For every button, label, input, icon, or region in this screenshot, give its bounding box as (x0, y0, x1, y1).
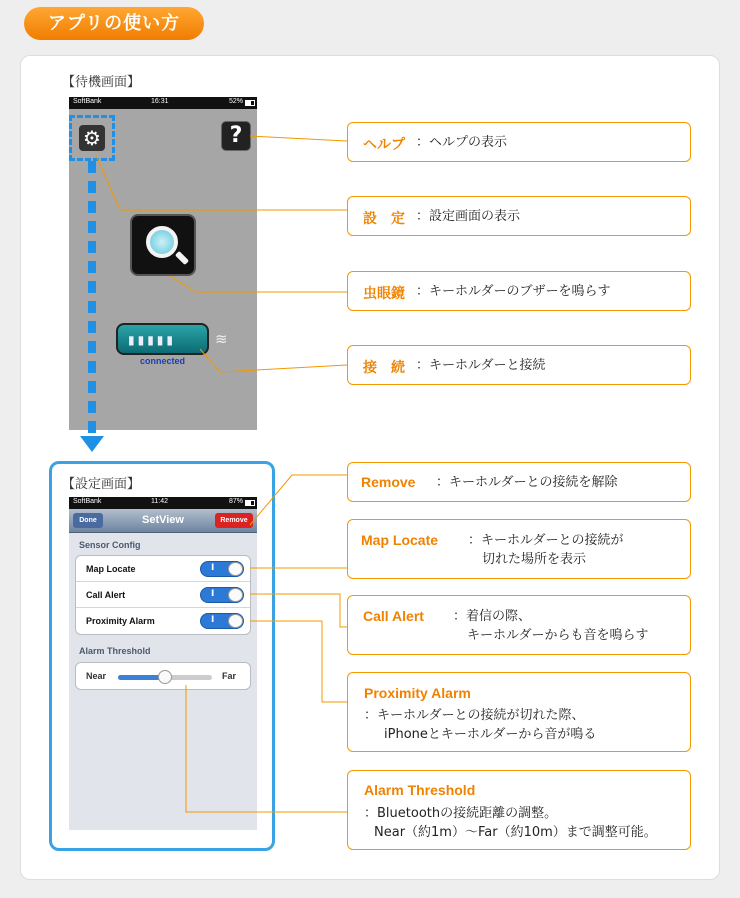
standby-label: 【待機画面】 (62, 75, 141, 90)
callout-desc: ：キーホルダーと接続 (416, 358, 546, 373)
sensor-config-label: Sensor Config (79, 540, 141, 550)
battery-percent: 52% (228, 98, 243, 105)
status-bar (69, 97, 257, 109)
callout-desc-2: 切れた場所を表示 (482, 552, 587, 567)
threshold-slider[interactable] (118, 675, 212, 680)
row-label: Map Locate (86, 564, 136, 574)
row-call-alert (76, 582, 250, 608)
sensor-config-group (75, 555, 251, 635)
remove-button[interactable]: Remove (215, 513, 253, 528)
magnifier-icon (146, 226, 178, 258)
battery-percent: 87% (228, 498, 243, 505)
callout-desc: ：ヘルプの表示 (416, 135, 508, 150)
callout-help (347, 122, 691, 162)
callout-term: Remove (361, 474, 416, 490)
callout-desc: ：Bluetoothの接続距離の調整。 (364, 806, 558, 821)
proximity-alarm-toggle[interactable]: I (200, 613, 244, 629)
slider-near-label: Near (86, 671, 107, 681)
callout-alarm-threshold (347, 770, 691, 850)
map-locate-toggle[interactable]: I (200, 561, 244, 577)
callout-map-locate (347, 519, 691, 579)
callout-term: Call Alert (363, 608, 424, 624)
nav-title: SetView (142, 514, 184, 526)
callout-desc-2: iPhoneとキーホルダーから音が鳴る (384, 727, 597, 742)
battery-icon (245, 500, 255, 506)
callout-term: ヘルプ (363, 136, 405, 152)
clock: 16:31 (151, 98, 169, 105)
status-bar (69, 497, 257, 509)
row-map-locate (76, 556, 250, 582)
gear-icon[interactable]: ⚙ (79, 125, 105, 151)
callout-term: Alarm Threshold (364, 782, 476, 798)
call-alert-toggle[interactable]: I (200, 587, 244, 603)
callout-term: 虫眼鏡 (363, 285, 405, 301)
help-button[interactable]: ? (221, 121, 251, 151)
callout-remove (347, 462, 691, 502)
arrow-down-icon (80, 436, 104, 452)
callout-magnifier (347, 271, 691, 311)
callout-desc: ：設定画面の表示 (416, 209, 521, 224)
callout-desc: ：キーホルダーとの接続が切れた際、 (364, 708, 585, 723)
callout-desc: ：キーホルダーのブザーを鳴らす (416, 284, 611, 299)
done-button[interactable]: Done (73, 513, 103, 528)
threshold-slider-row (76, 663, 250, 689)
callout-desc: ：着信の際、 (453, 609, 532, 624)
callout-desc: ：キーホルダーとの接続が (468, 533, 624, 548)
slider-thumb[interactable] (158, 670, 172, 684)
arrow-line (88, 161, 96, 436)
row-label: Proximity Alarm (86, 616, 155, 626)
clock: 11:42 (151, 498, 168, 505)
callout-desc-2: Near（約1m）～Far（約10m）まで調整可能。 (374, 825, 657, 840)
callout-settings (347, 196, 691, 236)
connect-button[interactable] (116, 323, 209, 355)
callout-term: Map Locate (361, 532, 439, 548)
callout-call-alert (347, 595, 691, 655)
signal-icon: ▮▮▮▮▮ (128, 333, 177, 347)
settings-label: 【設定画面】 (62, 477, 141, 492)
row-proximity-alarm (76, 608, 250, 634)
magnifier-button[interactable] (130, 214, 196, 276)
callout-term: 設 定 (363, 210, 405, 226)
alarm-threshold-label: Alarm Threshold (79, 646, 151, 656)
nav-bar (69, 509, 257, 533)
carrier: SoftBank (73, 498, 102, 505)
connect-status: connected (139, 356, 185, 366)
callout-proximity-alarm (347, 672, 691, 752)
callout-term: 接 続 (363, 359, 405, 375)
settings-highlight (69, 115, 115, 161)
callout-desc-2: キーホルダーからも音を鳴らす (467, 628, 649, 643)
callout-connect (347, 345, 691, 385)
settings-screen (69, 497, 257, 830)
page-title: アプリの使い方 (24, 7, 204, 40)
callout-term: Proximity Alarm (364, 685, 471, 701)
slider-far-label: Far (221, 671, 236, 681)
alarm-threshold-group (75, 662, 251, 690)
row-label: Call Alert (86, 590, 126, 600)
wifi-icon: ≋ (215, 330, 228, 348)
callout-desc: ：キーホルダーとの接続を解除 (436, 475, 618, 490)
carrier: SoftBank (73, 98, 102, 105)
battery-icon (245, 100, 255, 106)
